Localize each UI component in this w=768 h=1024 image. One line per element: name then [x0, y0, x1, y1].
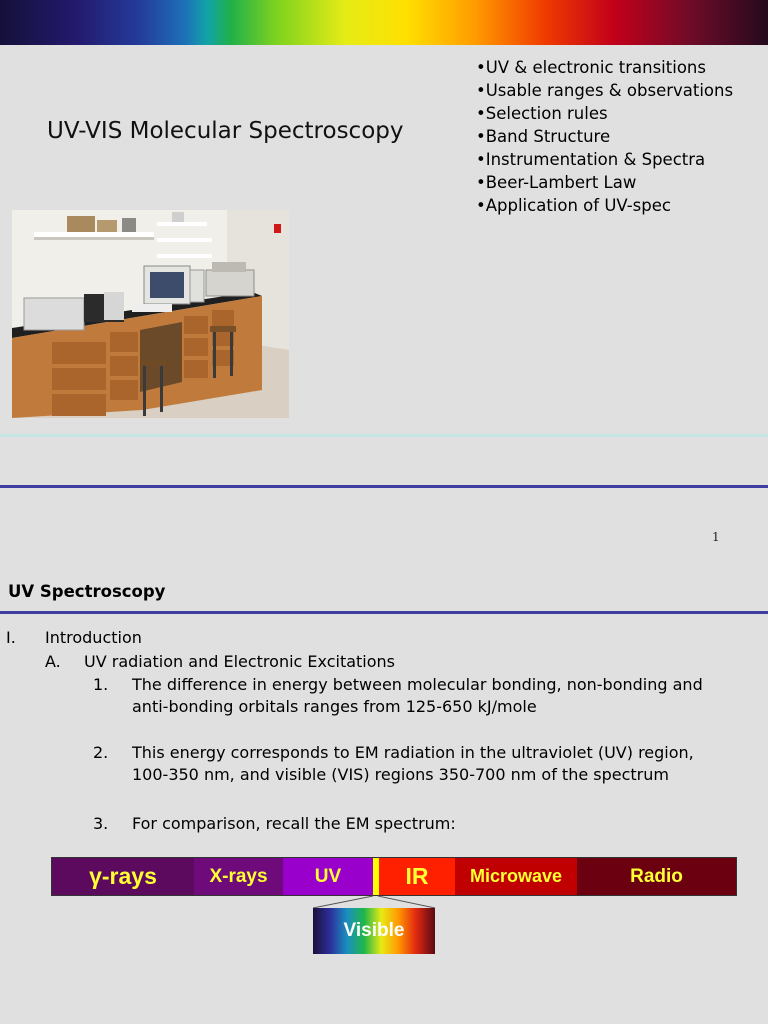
outline-marker: 2.: [93, 743, 109, 762]
page-number: 1: [712, 530, 720, 544]
spectrum-segment-gamma: γ-rays: [52, 858, 194, 895]
slide-title: UV-VIS Molecular Spectroscopy: [47, 118, 404, 144]
outline-marker: A.: [45, 652, 61, 671]
outline-line: This energy corresponds to EM radiation in the ultraviolet (UV) region,: [132, 743, 694, 762]
visible-spectrum-box: Visible: [313, 908, 435, 954]
spectrum-segment-microwave: Microwave: [455, 858, 577, 895]
outline-marker: 1.: [93, 675, 109, 694]
topic-item: • Selection rules: [476, 102, 733, 125]
outline-text: UV radiation and Electronic Excitations: [84, 652, 396, 671]
outline-marker: I.: [6, 628, 16, 647]
topic-item: • Application of UV-spec: [476, 194, 733, 217]
spectrum-segment-xrays: X-rays: [194, 858, 283, 895]
topic-item: • UV & electronic transitions: [476, 56, 733, 79]
spectrum-segment-uv: UV: [283, 858, 373, 895]
topic-item: • Instrumentation & Spectra: [476, 148, 733, 171]
spectrum-segment-ir: IR: [379, 858, 455, 895]
topic-item: • Band Structure: [476, 125, 733, 148]
spectrum-segment-radio: Radio: [577, 858, 736, 895]
outline-line: anti-bonding orbitals ranges from 125-650 kJ/mole: [132, 697, 537, 716]
outline-line: The difference in energy between molecular bonding, non-bonding and: [132, 675, 703, 694]
topic-item: • Usable ranges & observations: [476, 79, 733, 102]
topic-item: • Beer-Lambert Law: [476, 171, 733, 194]
outline-line: 100-350 nm, and visible (VIS) regions 350-700 nm of the spectrum: [132, 765, 669, 784]
outline-text: Introduction: [45, 628, 142, 647]
outline-line: For comparison, recall the EM spectrum:: [132, 814, 456, 833]
slide-title: UV Spectroscopy: [8, 582, 166, 601]
outline-marker: 3.: [93, 814, 109, 833]
